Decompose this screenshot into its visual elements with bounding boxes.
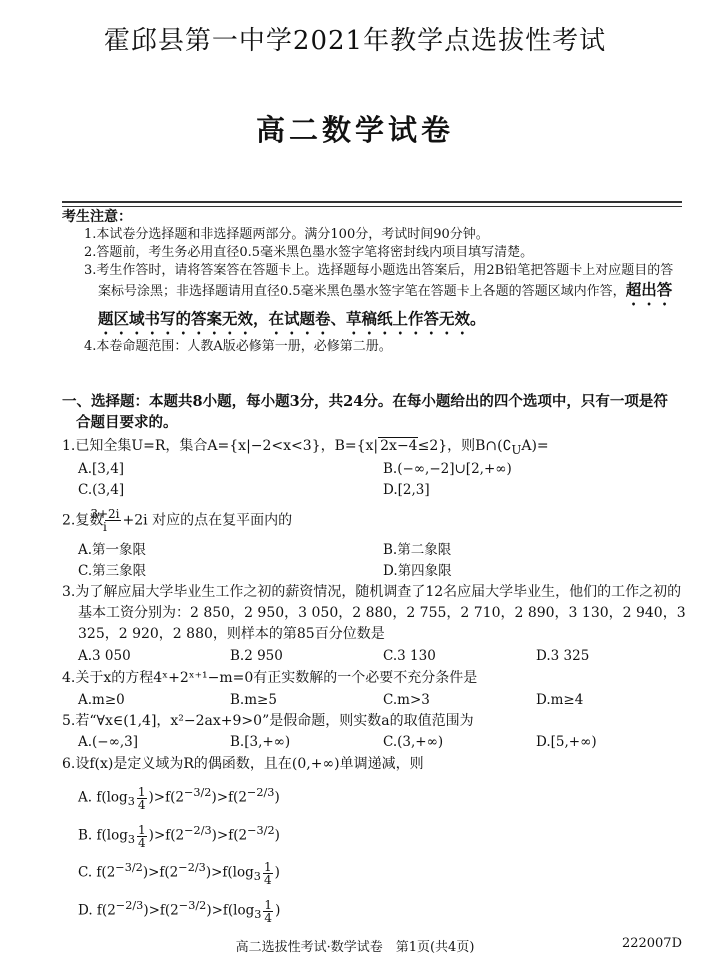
fraction <box>90 507 120 534</box>
question-2 <box>62 508 687 533</box>
option-text: ) <box>274 789 280 806</box>
option-text: )>f(2 <box>211 827 248 844</box>
option-d[interactable]: D.[2,3] <box>383 482 430 498</box>
exponent: −2/3 <box>184 824 212 837</box>
option-text: ) <box>274 864 280 881</box>
option-text: )>f(2 <box>148 789 184 806</box>
option-c[interactable]: C.3 130 <box>383 648 436 664</box>
option-a[interactable] <box>78 782 280 812</box>
option-c[interactable]: C.第三象限 <box>78 563 147 579</box>
option-text: B. f(log <box>78 827 128 844</box>
question-2-stem-part-b: +2i 对应的点在复平面内的 <box>122 512 293 529</box>
option-d[interactable]: D.[5,+∞) <box>536 734 597 750</box>
fraction-numerator: 1 <box>263 859 272 874</box>
fraction-denominator: 4 <box>137 797 146 812</box>
option-c[interactable]: C.m>3 <box>383 692 430 708</box>
option-b[interactable]: B.2 950 <box>230 648 283 664</box>
divider-rule <box>62 201 682 203</box>
question-6 <box>62 754 687 775</box>
log-base: 3 <box>127 795 135 809</box>
sqrt-expression: 2x−4 <box>380 438 418 454</box>
option-d[interactable]: D.m≥4 <box>536 692 584 708</box>
option-text: )>f(log <box>205 864 254 881</box>
fraction <box>137 824 147 849</box>
option-a[interactable]: A.3 050 <box>78 648 131 664</box>
question-1-stem <box>62 436 687 461</box>
log-base: 3 <box>254 908 262 922</box>
section-heading <box>62 391 687 433</box>
question-2-options <box>78 540 688 582</box>
option-text: C. f(2 <box>78 864 116 881</box>
option-b[interactable] <box>78 820 280 850</box>
question-6-option-b[interactable] <box>78 816 688 848</box>
question-4 <box>62 668 687 689</box>
question-3 <box>62 582 687 645</box>
notice-item-2: 2.答题前，考生务必用直径0.5毫米黑色墨水签字笔将密封线内项目填写清楚。 <box>84 245 534 260</box>
exponent: −2/3 <box>178 861 206 874</box>
question-6-stem: 6.设f(x)是定义域为R的偶函数，且在(0,+∞)单调递减，则 <box>62 756 424 772</box>
option-text: ) <box>274 827 280 844</box>
fraction-denominator: 4 <box>138 835 146 850</box>
question-4-stem: 4.关于x的方程4ˣ+2ˣ⁺¹−m=0有正实数解的一个必要不充分条件是 <box>62 670 478 686</box>
option-c[interactable]: C.(3,+∞) <box>383 734 444 750</box>
option-text: A. f(log <box>78 789 128 806</box>
option-d[interactable]: D.第四象限 <box>383 563 452 579</box>
exponent: −2/3 <box>115 899 144 912</box>
paper-code: 222007D <box>621 936 682 951</box>
option-text: ) <box>275 902 281 919</box>
fraction-denominator: i <box>103 520 107 534</box>
question-3-options <box>78 646 688 667</box>
option-b[interactable]: B.第二象限 <box>383 542 452 558</box>
option-text: )>f(log <box>206 902 255 919</box>
question-1 <box>62 436 687 461</box>
question-6-option-c[interactable] <box>78 853 688 885</box>
fraction <box>137 786 147 811</box>
question-2-stem-part-a: 2.复数 <box>62 512 104 529</box>
option-text: )>f(2 <box>143 902 179 919</box>
log-base: 3 <box>127 833 136 847</box>
fraction-numerator: 1 <box>264 897 273 912</box>
option-text: D. f(2 <box>78 902 116 919</box>
notice-item-4: 4.本卷命题范围：人教A版必修第一册，必修第二册。 <box>84 339 392 354</box>
option-b[interactable]: B.m≥5 <box>230 692 277 708</box>
fraction-numerator: 3+2i <box>90 507 120 521</box>
question-5 <box>62 711 687 732</box>
option-d[interactable]: D.3 325 <box>536 648 590 664</box>
option-c[interactable]: C.(3,4] <box>78 482 125 498</box>
option-text: )>f(2 <box>148 827 185 844</box>
notice-item-3 <box>62 262 684 338</box>
question-1-stem-part-c: A)= <box>521 438 549 454</box>
page-footer: 高二选拔性考试·数学试卷 第1页(共4页) <box>235 940 475 955</box>
option-a[interactable]: A.(−∞,3] <box>78 734 139 750</box>
fraction-denominator: 4 <box>263 872 272 887</box>
question-4-options <box>78 690 688 711</box>
fraction-numerator: 1 <box>138 822 146 837</box>
log-base: 3 <box>253 870 261 884</box>
exponent: −2/3 <box>246 786 275 799</box>
fraction <box>263 899 273 924</box>
question-1-options <box>78 459 688 501</box>
fraction-numerator: 1 <box>137 784 146 799</box>
question-1-stem-part-a: 1.已知全集U=R，集合A={x|−2<x<3}，B={x| <box>62 438 379 454</box>
option-a[interactable]: A.[3,4] <box>78 461 125 477</box>
question-5-options <box>78 732 688 753</box>
notice-item-1: 1.本试卷分选择题和非选择题两部分。满分100分，考试时间90分钟。 <box>84 227 489 242</box>
question-1-stem-part-b: ≤2}，则B∩(∁ <box>417 438 512 454</box>
option-a[interactable]: A.m≥0 <box>78 692 125 708</box>
question-6-option-a[interactable] <box>78 778 688 810</box>
fraction-denominator: 4 <box>264 910 273 925</box>
complement-subscript: U <box>511 442 522 457</box>
exponent: −3/2 <box>183 786 212 799</box>
fraction <box>263 861 273 886</box>
exponent: −3/2 <box>247 824 275 837</box>
exponent: −3/2 <box>178 899 207 912</box>
question-3-stem: 3.为了解应届大学毕业生工作之初的薪资情况，随机调查了12名应届大学毕业生，他们的工作之初的基本工资分别为：2 850，2 950，3 050，2 880，2 755，2 710，2 890，3 130，2 940，3 325，2 920，2 880，则样本的第85百分位数是 <box>62 584 686 642</box>
question-6-option-d[interactable] <box>78 891 688 923</box>
candidate-notice <box>62 208 684 356</box>
notice-item-3-text: 3.考生作答时，请将答案答在答题卡上。选择题每小题选出答案后，用2B铅笔把答题卡上对应题目的答案标号涂黑；非选择题请用直径0.5毫米黑色墨水签字笔在答题卡上各题的答题区域内作答， <box>84 263 674 299</box>
option-a[interactable]: A.第一象限 <box>78 542 147 558</box>
option-text: )>f(2 <box>142 864 179 881</box>
notice-title: 考生注意： <box>62 209 132 225</box>
divider-rule-thin <box>62 206 682 207</box>
section-heading-line2: 合题目要求的。 <box>76 414 178 431</box>
option-text: )>f(2 <box>211 789 247 806</box>
notice-item-3-emphasis: 超出答题区域书写的答案无效，在试题卷、草稿纸上作答无效。 <box>98 280 673 328</box>
option-d[interactable] <box>78 895 280 925</box>
option-c[interactable] <box>78 857 280 887</box>
question-2-stem <box>62 508 687 533</box>
section-heading-line1: 一、选择题：本题共8小题，每小题3分，共24分。在每小题给出的四个选项中，只有一项是符 <box>62 393 668 410</box>
option-b[interactable]: B.(−∞,−2]∪[2,+∞) <box>383 461 512 477</box>
exam-title: 高二数学试卷 <box>255 113 454 147</box>
question-5-stem: 5.若“∀x∈(1,4]，x²−2ax+9>0”是假命题，则实数a的取值范围为 <box>62 713 474 729</box>
school-title: 霍邱县第一中学2021年教学点选拔性考试 <box>103 26 607 56</box>
exponent: −3/2 <box>115 861 143 874</box>
option-b[interactable]: B.[3,+∞) <box>230 734 291 750</box>
